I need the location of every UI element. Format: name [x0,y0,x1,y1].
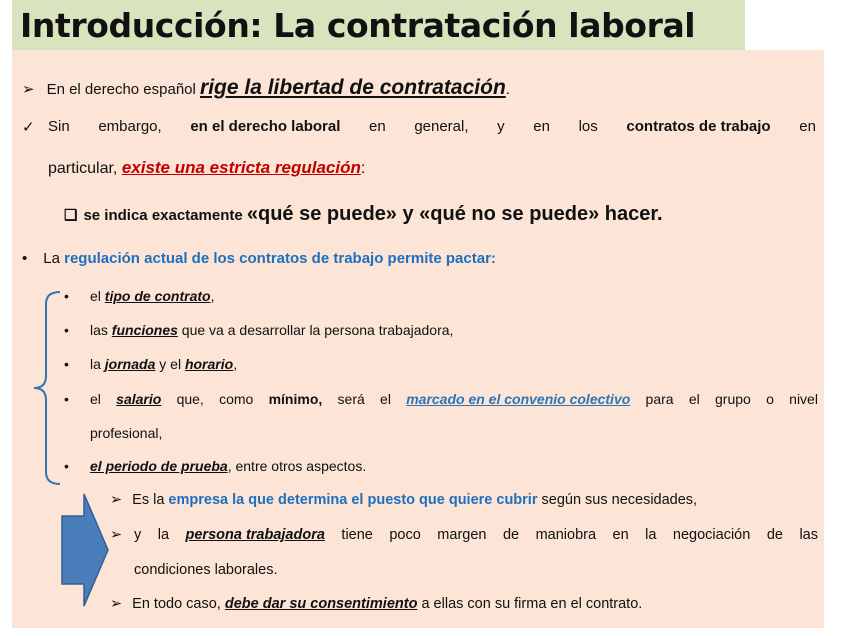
dot-bullet-icon: • [64,288,69,304]
sub-item-1 [110,492,697,508]
item-emphasis: horario [184,356,234,372]
item-emphasis: salario [116,391,162,407]
paragraph-3 [64,203,663,226]
dot-bullet-icon: • [64,356,69,372]
dot-bullet-icon: • [64,458,69,474]
p1-emphasis: rige la libertad de contratación [200,76,506,99]
word: el [688,391,700,407]
word: en [369,118,386,135]
sub-emphasis: persona trabajadora [185,527,325,543]
arrow-bullet-icon: ➢ [110,596,123,612]
word: negociación [672,527,751,543]
sub-item-2-line-1 [134,527,818,543]
arrow-bullet-icon: ➢ [110,527,123,543]
item-text: , [210,288,215,304]
blue-phrase: regulación actual de los contratos de trabajo permite pactar: [64,250,496,267]
sub-text: En todo caso, [132,596,225,612]
red-emphasis: existe una estricta regulación [121,158,361,177]
sub-text: a ellas con su firma en el contrato. [417,596,643,612]
word: en [612,527,629,543]
word: para [645,391,674,407]
word: los [578,118,598,135]
word: será [337,391,365,407]
word: Sin [48,118,70,135]
bold-phrase: contratos de trabajo [626,118,771,135]
slide-title: Introducción: La contratación laboral [20,6,696,45]
sub-emphasis: debe dar su consentimiento [224,596,418,612]
checkmark-icon: ✓ [22,119,35,136]
arrow-bullet-icon: ➢ [110,492,123,508]
word: el [90,391,101,407]
word: la [645,527,657,543]
word: en [799,118,816,135]
item-emphasis: el periodo de prueba [90,458,228,474]
p3-big-text: «qué se puede» y «qué no se puede» hacer. [246,203,663,225]
brace-icon [30,290,64,486]
sub-item-2-line-2: condiciones laborales. [134,562,278,578]
blue-emphasis: marcado en el convenio colectivo [406,391,631,407]
word: margen [437,527,487,543]
word: nivel [789,391,818,407]
p1-text: En el derecho español [46,81,201,98]
sub-text: Es la [132,492,169,508]
bold-word: mínimo, [268,391,323,407]
item-text: , entre otros aspectos. [227,458,367,474]
arrow-bullet-icon: ➢ [22,81,35,98]
paragraph-1 [22,76,510,100]
word: y [134,527,142,543]
p1-end: . [505,81,510,98]
p3-small-text: se indica exactamente [83,207,247,224]
sub-item-3 [110,596,642,612]
paragraph-2-line-2 [48,158,365,178]
dot-bullet-icon: • [22,250,28,267]
paragraph-2-line-1 [48,118,816,135]
p2-colon: : [360,160,366,177]
word: o [766,391,774,407]
word: y [497,118,505,135]
p2-text: particular, [48,160,122,177]
item-emphasis: jornada [104,356,156,372]
word: embargo, [98,118,162,135]
sub-text: según sus necesidades, [537,492,698,508]
word: el [380,391,391,407]
word: de [502,527,520,543]
list-item-5 [90,458,366,474]
word: grupo [715,391,751,407]
word: las [799,527,818,543]
item-text: las [90,322,112,338]
item-text: , [233,356,238,372]
item-text: el [90,288,105,304]
item-emphasis: tipo de contrato [104,288,211,304]
word: general, [414,118,469,135]
blue-phrase: empresa la que determina el puesto que quiere cubrir [168,492,538,508]
word: tiene [341,527,373,543]
list-item-1 [90,288,214,304]
word: que, [176,391,204,407]
square-bullet-icon: ❑ [64,207,78,224]
word: poco [389,527,421,543]
item-text: y el [155,356,185,372]
p4-text: La [43,250,65,267]
word: de [766,527,783,543]
bold-phrase: en el derecho laboral [190,118,341,135]
item-text: que va a desarrollar la persona trabajadora, [177,322,454,338]
list-item-4-line-2: profesional, [90,425,163,441]
arrow-right-icon [58,492,110,608]
dot-bullet-icon: • [64,391,69,407]
word: como [219,391,254,407]
dot-bullet-icon: • [64,322,69,338]
item-text: la [90,356,105,372]
list-item-3 [90,356,237,372]
list-item-2 [90,322,453,338]
list-item-4-line-1 [90,391,818,407]
paragraph-4 [22,250,496,267]
word: la [157,527,170,543]
item-emphasis: funciones [111,322,178,338]
word: maniobra [535,527,597,543]
word: en [533,118,550,135]
